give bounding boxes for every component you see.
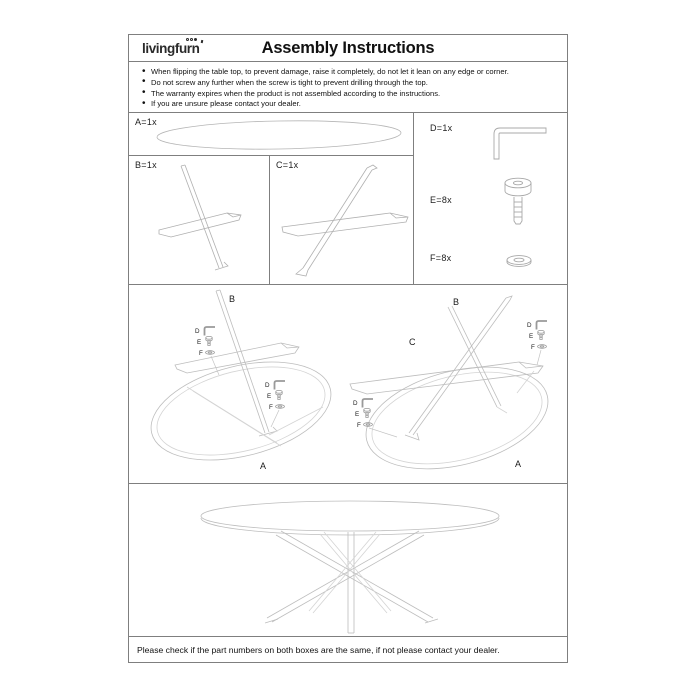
page-title: Assembly Instructions (261, 38, 435, 57)
warning-item: • Do not screw any further when the screw is tight to prevent drilling through the top. (142, 78, 559, 89)
warnings-list (142, 67, 559, 110)
step2-label-c: C (409, 337, 416, 347)
warning-item: • When flipping the table top, to prevent damage, raise it completely, do not let it lean on any edge or corner. (142, 67, 559, 78)
part-e-label: E=8x (430, 195, 452, 205)
svg-text:E: E (197, 339, 202, 346)
part-c-label: C=1x (276, 160, 299, 170)
part-d-label: D=1x (430, 123, 453, 133)
part-b-label: B=1x (135, 160, 157, 170)
svg-text:D: D (195, 328, 200, 335)
step2-callout-def-left (353, 399, 397, 437)
finished-table-box (128, 483, 568, 637)
step1-label-b: B (229, 294, 236, 304)
leg-c-drawing (270, 156, 413, 284)
step1-callout-def-right (265, 381, 285, 427)
svg-text:E: E (267, 393, 272, 400)
warning-item: • If you are unsure please contact your dealer. (142, 99, 559, 110)
leg-b-drawing (129, 156, 269, 284)
step2-callout-def-right (527, 321, 547, 365)
finished-table-drawing (129, 484, 567, 636)
svg-text:F: F (357, 422, 361, 429)
assembly-diagrams (129, 285, 567, 483)
parts-def-cell (414, 113, 567, 284)
part-f-label: F=8x (430, 253, 452, 263)
part-c-cell (270, 156, 413, 284)
svg-text:F: F (269, 404, 273, 411)
step1-label-a: A (260, 461, 267, 471)
part-b-cell (129, 156, 269, 284)
instruction-sheet (128, 34, 568, 663)
washer-drawing (502, 253, 536, 269)
header (128, 34, 568, 62)
allen-key-drawing (486, 121, 552, 163)
footer-note-box (128, 636, 568, 663)
svg-text:D: D (353, 400, 358, 407)
warning-item: • The warranty expires when the product is not assembled according to the instructions. (142, 89, 559, 100)
svg-text:E: E (529, 333, 534, 340)
parts-inventory (128, 112, 568, 285)
assembly-steps-box (128, 284, 568, 484)
logo-dots-icon (186, 38, 197, 41)
warnings-box (128, 61, 568, 113)
part-a-cell (129, 113, 413, 155)
svg-text:F: F (199, 350, 203, 357)
part-bc-row (129, 156, 413, 284)
table-top-drawing (129, 113, 413, 155)
bolt-drawing (498, 175, 538, 227)
assembly-step-1 (141, 290, 341, 477)
svg-text:D: D (527, 322, 532, 329)
footer-note-text: Please check if the part numbers on both boxes are the same, if not please contact your dealer. (137, 644, 500, 655)
part-a-label: A=1x (135, 117, 157, 127)
svg-text:E: E (355, 411, 360, 418)
brand-logo (142, 41, 200, 56)
step2-label-a: A (515, 459, 522, 469)
svg-text:D: D (265, 382, 270, 389)
brand-logo-text: livingfurn (142, 40, 200, 56)
assembly-step-2 (350, 296, 559, 483)
svg-text:F: F (531, 344, 535, 351)
step2-label-b: B (453, 297, 460, 307)
